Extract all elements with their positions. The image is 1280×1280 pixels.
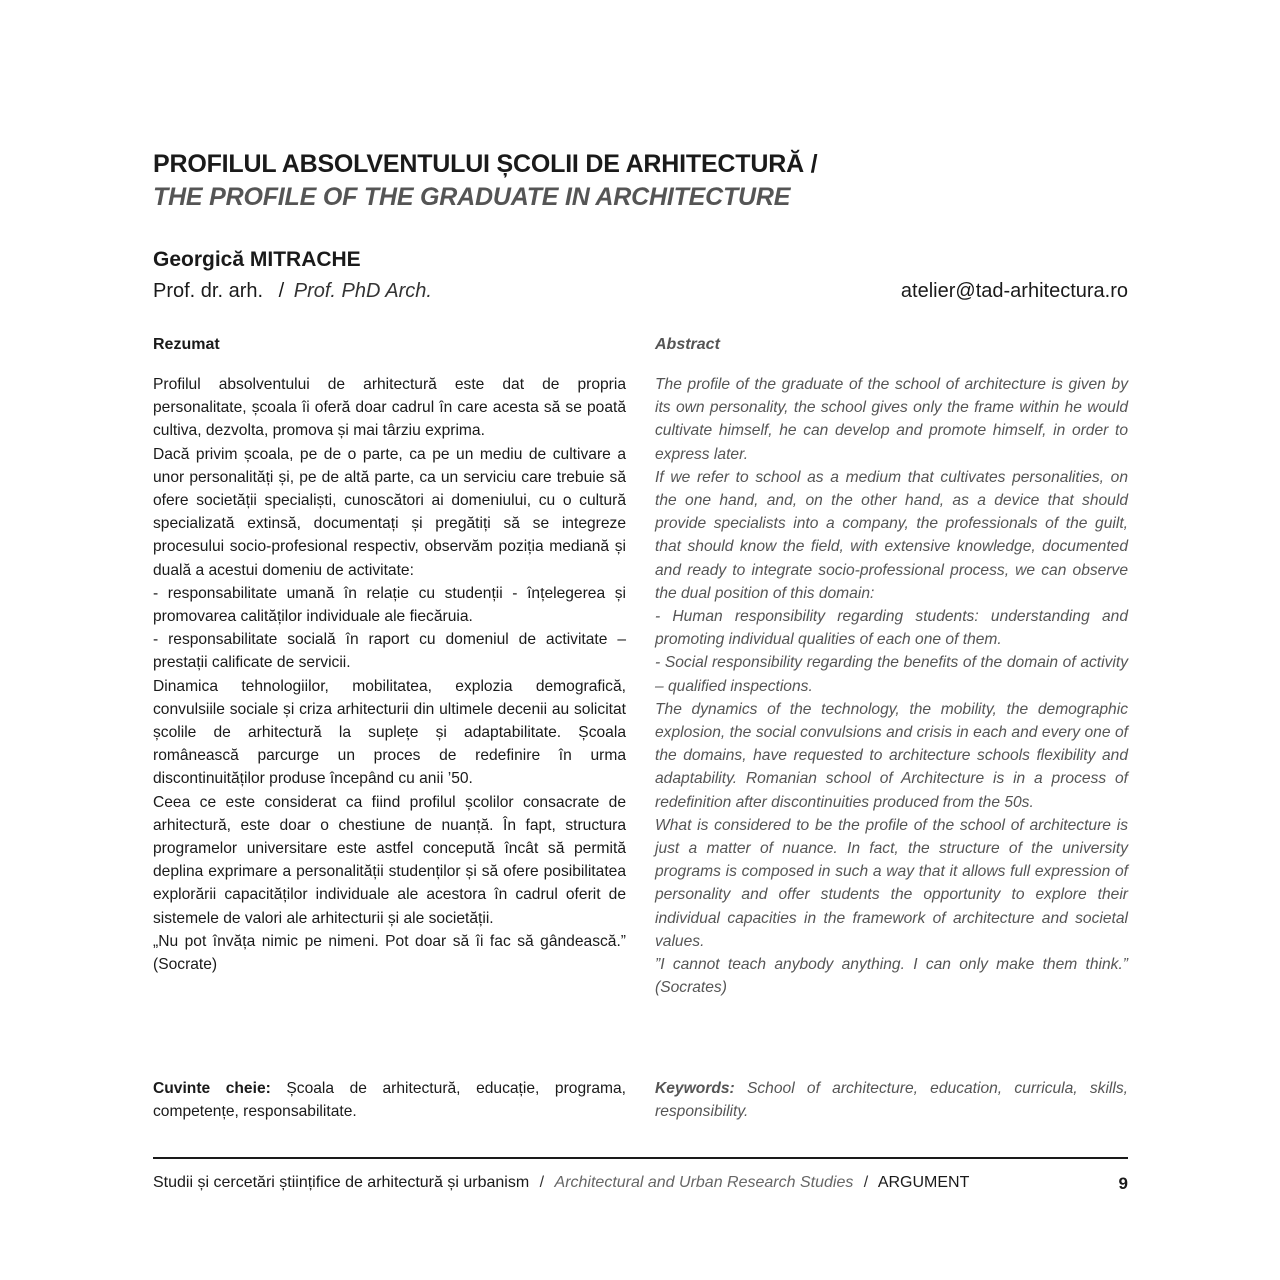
abstract-ro-paragraph: Profilul absolventului de arhitectură este dat de propria personalitate, școala îi oferă doar cadrul în care acesta să se poată cultiva, dezvolta, promova și mai târziu exprima. <box>153 376 626 440</box>
footer-section: ARGUMENT <box>877 1174 970 1191</box>
footer-journal <box>153 1174 1128 1192</box>
author-title-separator: / <box>278 280 285 302</box>
abstract-en-body <box>655 373 1128 999</box>
footer-separator: / <box>863 1174 869 1191</box>
abstract-ro-paragraph: - responsabilitate umană în relație cu studenții - înțelegerea și promovarea calităților individuale ale fiecăruia. <box>153 584 626 626</box>
abstract-ro-column <box>153 333 626 976</box>
keywords-en-text: School of architecture, education, curricula, skills, responsibility. <box>655 1080 1128 1121</box>
abstract-en-quote: ”I cannot teach anybody anything. I can only make them think.” (Socrates) <box>655 956 1128 997</box>
abstract-en-paragraph: The profile of the graduate of the school of architecture is given by its own personality, the school gives only the frame within he would cultivate himself, he can develop and promote himself, in order to express later. <box>655 376 1128 463</box>
abstract-en-heading: Abstract <box>655 336 720 353</box>
footer-rule <box>153 1157 1128 1159</box>
author-email[interactable]: atelier@tad-arhitectura.ro <box>900 280 1128 302</box>
abstract-en-paragraph: - Social responsibility regarding the benefits of the domain of activity – qualified inspections. <box>655 654 1128 695</box>
author-title-en: Prof. PhD Arch. <box>293 280 432 302</box>
keywords-en <box>655 1077 1128 1123</box>
abstract-ro-heading: Rezumat <box>153 336 220 353</box>
abstract-ro-paragraph: - responsabilitate socială în raport cu domeniul de activitate – prestații calificate de servicii. <box>153 631 626 672</box>
title-english: THE PROFILE OF THE GRADUATE IN ARCHITECTURE <box>153 183 791 211</box>
abstract-en-paragraph: What is considered to be the profile of the school of architecture is just a matter of nuance. In fact, the structure of the university programs is composed in such a way that it allows full expression of personality and offer students the opportunity to explore their individual capacities in the framework of architecture and societal values. <box>655 816 1128 950</box>
abstract-en-paragraph: - Human responsibility regarding students: understanding and promoting individual qualities of each one of them. <box>655 608 1128 649</box>
abstract-en-column <box>655 333 1128 999</box>
author-name: Georgică MITRACHE <box>153 248 361 271</box>
paper-page <box>153 0 1128 1280</box>
title-romanian: PROFILUL ABSOLVENTULUI ȘCOLII DE ARHITECTURĂ / <box>153 150 818 178</box>
footer-journal-en: Architectural and Urban Research Studies <box>554 1174 854 1191</box>
abstract-en-paragraph: If we refer to school as a medium that cultivates personalities, on the one hand, and, on the other hand, as a device that should provide specialists into a company, the professionals of the guilt, that should know the field, with extensive knowledge, documented and ready to integrate socio-professional process, we can observe the dual position of this domain: <box>655 468 1128 602</box>
keywords-en-label: Keywords: <box>655 1080 735 1097</box>
keywords-ro-label: Cuvinte cheie: <box>153 1080 271 1097</box>
footer-separator: / <box>539 1174 545 1191</box>
abstract-ro-body <box>153 373 626 976</box>
footer-journal-ro: Studii și cercetări științifice de arhitectură și urbanism <box>153 1174 530 1191</box>
abstract-ro-paragraph: Dinamica tehnologiilor, mobilitatea, explozia demografică, convulsiile sociale și criza arhitecturii din ultimele decenii au solicitat școlile de arhitectură la suplețe și adaptabilitate. Școala românească parcurge un proces de redefinire în urma discontinuităților produse începând cu anii ’50. <box>153 677 626 788</box>
author-title-ro: Prof. dr. arh. <box>153 280 264 302</box>
keywords-ro <box>153 1077 626 1123</box>
abstract-ro-quote: „Nu pot învăța nimic pe nimeni. Pot doar să îi fac să gândească.” (Socrate) <box>153 932 626 974</box>
keywords-ro-text: Școala de arhitectură, educație, programa, competențe, responsabilitate. <box>153 1080 626 1121</box>
page-number: 9 <box>1118 1174 1128 1193</box>
abstract-ro-paragraph: Dacă privim școala, pe de o parte, ca pe un mediu de cultivare a unor personalități și, pe de altă parte, ca un serviciu care trebuie să ofere societății specialiști, cunoscători ai domeniului, cu o cultură specializată extinsă, documentați și pregătiți să se integreze procesului socio-profesional respectiv, observăm poziția mediană și duală a acestui domeniu de activitate: <box>153 445 626 579</box>
abstract-en-paragraph: The dynamics of the technology, the mobility, the demographic explosion, the social convulsions and crisis in each and every one of the domains, have requested to architecture schools flexibility and adaptability. Romanian school of Architecture is in a process of redefinition after discontinuities produced from the 50s. <box>655 700 1128 811</box>
abstract-ro-paragraph: Ceea ce este considerat ca fiind profilul școlilor consacrate de arhitectură, este doar o chestiune de nuanță. În fapt, structura programelor universitare este astfel concepută încât să permită deplina exprimare a personalității studenților și să ofere posibilitatea explorării capacităților individuale ale acestora în cadrul oferit de sistemele de valori ale arhitecturii și ale societății. <box>153 793 626 927</box>
author-affiliation <box>153 280 432 303</box>
